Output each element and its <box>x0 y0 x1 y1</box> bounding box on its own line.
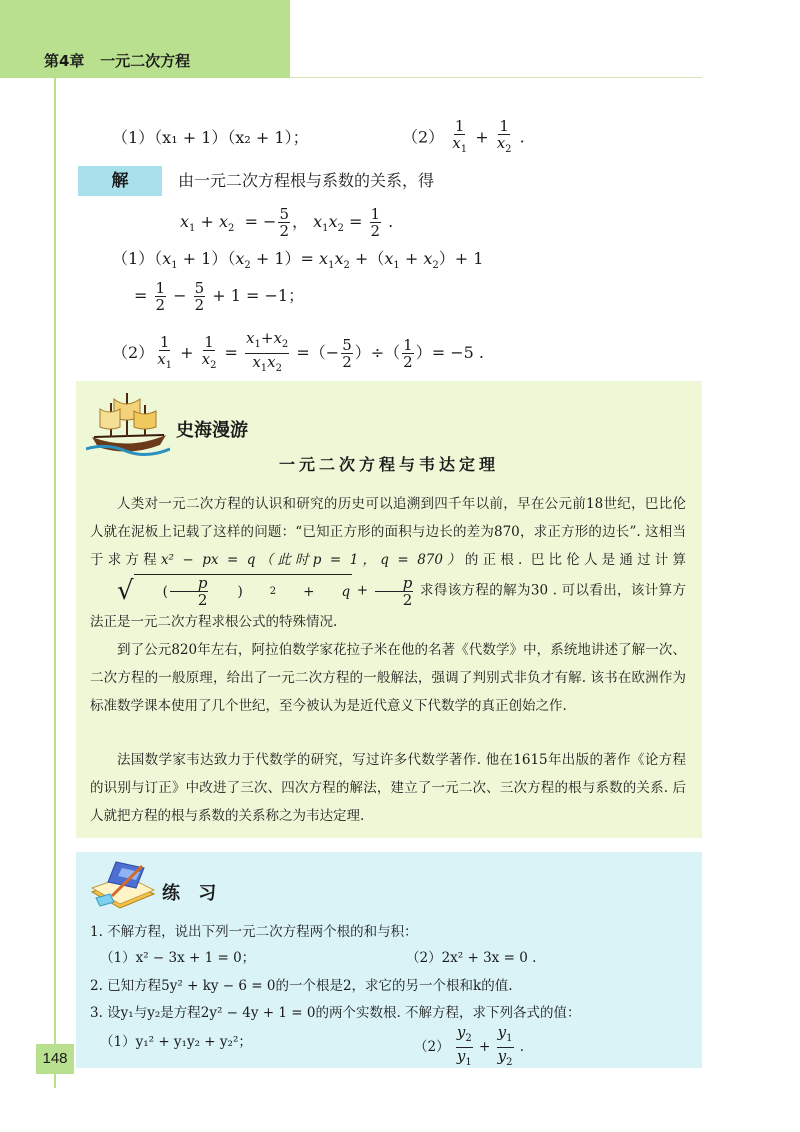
fraction-1-over-x2: $\frac{1}{x_2}$ <box>496 117 512 155</box>
problem-item-2: （2） $\frac{1}{x_1}$ + $\frac{1}{x_2}$ . <box>402 118 525 158</box>
step1-line2: = $\frac{1}{2}$ − $\frac{5}{2}$ + 1 = −1； <box>134 279 305 314</box>
chapter-number: 第4章 <box>44 52 85 70</box>
history-paragraph-1: 人类对一元二次方程的认识和研究的历史可以追溯到四千年以前，早在公元前18世纪，巴比伦人就在泥板上记载了这样的问题：“已知正方形的面积与边长的差为870，求正方形的边长”. 这相当于求方程x² − px = q（此时p = 1，q = 870）的正根. 巴比伦人是通过计算 √ ( $\frac{p}{2}$ ) 2 + q + $\frac{p}{2}$ 求得该方程的解为30 . 可以看出，该计算方法正是一元二次方程求根公式的特殊情况. <box>90 496 687 630</box>
exercise-3: 3. 设y₁与y₂是方程2y² − 4y + 1 = 0的两个实数根. 不解方程，求下列各式的值： <box>90 1005 581 1021</box>
solution-badge: 解 <box>78 166 162 196</box>
exercise-2: 2. 已知方程5y² + ky − 6 = 0的一个根是2，求它的另一个根和k的值. <box>90 978 513 994</box>
fraction-1-over-x1: $\frac{1}{x_1}$ <box>452 117 468 155</box>
step1-line1: $(1)(x_1 + 1)(x_2 + 1)= x_1x_2 +(x_1 + x_2)+ 1$ <box>112 249 484 272</box>
header-rule <box>290 77 702 78</box>
margin-line <box>54 78 56 1088</box>
exercise-3-part-1: （1）y₁² + y₁y₂ + y₂²； <box>100 1034 252 1050</box>
practice-heading: 练 习 <box>162 883 223 904</box>
exercise-3-part-2: （2） $\frac{y_2}{y_1}$ + $\frac{y_1}{y_2}$ . <box>414 1023 525 1068</box>
step2-line: （2） $\frac{1}{x_1}$ + $\frac{1}{x_2}$ = $\frac{x_1+x_2}{x_1x_2}$ =（− $\frac{5}{2}$ ）÷（ $\frac{1}{2}$ ）= −5 . <box>112 329 484 374</box>
history-box <box>76 381 702 838</box>
chapter-name: 一元二次方程 <box>100 52 191 70</box>
exercise-1: 1. 不解方程，说出下列一元二次方程两个根的和与积： <box>90 924 418 940</box>
item-label: （2） <box>402 127 445 147</box>
exercise-1-part-2: （2）2x² + 3x = 0 . <box>406 950 537 966</box>
page-number: 148 <box>36 1044 74 1074</box>
item-label: （2） <box>414 1039 450 1055</box>
practice-box <box>76 852 702 1068</box>
exercise-1-part-1: （1）x² − 3x + 1 = 0； <box>100 950 256 966</box>
history-heading: 史海漫游 <box>176 420 248 441</box>
chapter-title <box>44 50 190 71</box>
history-paragraph-3: 法国数学家韦达致力于代数学的研究，写过许多代数学著作. 他在1615年出版的著作《论方程的识别与订正》中改进了三次、四次方程的解法，建立了一元二次、三次方程的根与系数的关系. 后人就把方程的根与系数的关系称之为韦达定理. <box>90 752 686 824</box>
problem-item-1: （1）（x₁ + 1）（x₂ + 1）； <box>112 128 309 147</box>
history-subtitle: 一元二次方程与韦达定理 <box>278 455 499 474</box>
history-paragraph-2: 到了公元820年左右，阿拉伯数学家花拉子米在他的名著《代数学》中，系统地讲述了解一次、二次方程的一般原理，给出了一元二次方程的一般解法，强调了判别式非负才有解. 该书在欧洲作为标准数学课本使用了几个世纪，至今被认为是近代意义下代数学的真正创始之作. <box>90 642 686 714</box>
sqrt-formula: √ ( $\frac{p}{2}$ ) 2 + q <box>117 574 351 609</box>
solution-intro: 由一元二次方程根与系数的关系，得 <box>178 171 435 190</box>
sum-product-line: $x_1 + x_2$ = − $\frac{5}{2}$ ， $x_1x_2$ = $\frac{1}{2}$ . <box>180 205 394 240</box>
sailing-ship-icon <box>86 387 170 457</box>
books-pencil-icon <box>86 858 160 918</box>
